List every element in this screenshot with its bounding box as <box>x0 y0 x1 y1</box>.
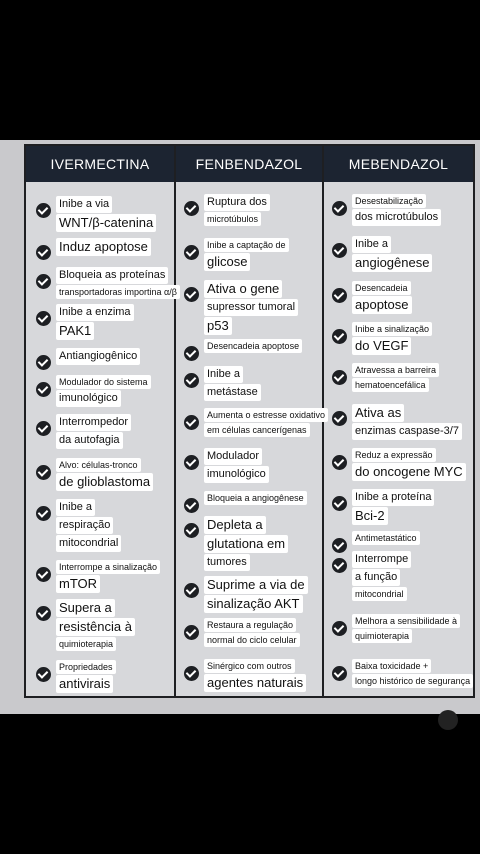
list-item <box>184 408 328 438</box>
check-circle-icon <box>184 666 199 681</box>
item-text <box>56 458 153 492</box>
item-text <box>352 236 432 273</box>
item-text-line: agentes naturais <box>204 674 306 692</box>
item-text-line: Propriedades <box>56 660 116 674</box>
item-text-line: Aumenta o estresse oxidativo <box>204 408 328 422</box>
list-item <box>36 599 135 652</box>
item-text-line: Inibe a captação de <box>204 238 289 252</box>
item-text-line: a função <box>352 569 400 586</box>
check-circle-icon <box>36 667 51 682</box>
check-circle-icon <box>36 203 51 218</box>
item-text <box>204 366 261 402</box>
item-text <box>352 363 439 393</box>
item-text-line: Ruptura dos <box>204 194 270 211</box>
item-text <box>204 659 306 693</box>
check-circle-icon <box>36 567 51 582</box>
list-item <box>36 414 131 450</box>
item-text <box>352 322 432 356</box>
item-text-line: Modulador <box>204 448 262 465</box>
item-text-line: Melhora a sensibilidade à <box>352 614 460 628</box>
item-text-line: Supera a <box>56 599 115 617</box>
check-circle-icon <box>184 415 199 430</box>
item-text-line: Inibe a via <box>56 196 112 213</box>
item-text-line: sinalização AKT <box>204 595 303 613</box>
check-circle-icon <box>332 243 347 258</box>
check-circle-icon <box>36 355 51 370</box>
list-item <box>332 281 412 315</box>
list-item <box>332 194 441 227</box>
item-text-line: p53 <box>204 317 232 335</box>
check-circle-icon <box>332 496 347 511</box>
item-text-line: enzimas caspase-3/7 <box>352 423 462 440</box>
item-text-line: Ativa as <box>352 404 404 422</box>
item-text-line: normal do ciclo celular <box>204 633 300 647</box>
item-text <box>204 339 302 354</box>
item-text-line: respiração <box>56 517 113 534</box>
item-text-line: Sinérgico com outros <box>204 659 295 673</box>
item-text-line: Interrompedor <box>56 414 131 431</box>
item-text-line: Bci-2 <box>352 507 388 525</box>
item-text-line: Atravessa a barreira <box>352 363 439 377</box>
item-text <box>56 348 140 366</box>
check-circle-icon <box>36 421 51 436</box>
item-text-line: Interrompe <box>352 551 411 568</box>
list-item <box>184 194 270 227</box>
item-text-line: Antiangiogênico <box>56 348 140 365</box>
item-text <box>352 489 434 526</box>
item-text-line: Desencadeia apoptose <box>204 339 302 353</box>
check-circle-icon <box>184 583 199 598</box>
comparison-table <box>24 144 475 698</box>
item-text <box>56 660 116 694</box>
check-circle-icon <box>184 523 199 538</box>
check-circle-icon <box>332 621 347 636</box>
check-circle-icon <box>184 498 199 513</box>
list-item <box>332 448 466 482</box>
item-text-line: Inibe a enzima <box>56 304 134 321</box>
item-text-line: dos microtúbulos <box>352 209 441 226</box>
list-item <box>332 322 432 356</box>
check-circle-icon <box>36 311 51 326</box>
list-item <box>184 491 307 513</box>
item-text-line: Inibe a <box>56 499 95 516</box>
item-text-line: Bloqueia a angiogênese <box>204 491 307 505</box>
item-text <box>352 531 420 546</box>
check-circle-icon <box>332 329 347 344</box>
check-circle-icon <box>36 382 51 397</box>
check-circle-icon <box>36 245 51 260</box>
check-circle-icon <box>184 625 199 640</box>
list-item <box>36 560 160 594</box>
item-text-line: da autofagia <box>56 432 123 449</box>
list-item <box>332 531 420 553</box>
item-text-line: Inibe a <box>352 236 391 253</box>
item-text <box>204 618 300 648</box>
item-text-line: Interrompe a sinalização <box>56 560 160 574</box>
item-text-line: quimioterapia <box>56 637 116 651</box>
item-text-line: do oncogene MYC <box>352 463 466 481</box>
item-text-line: Depleta a <box>204 516 266 534</box>
item-text-line: Antimetastático <box>352 531 420 545</box>
list-item <box>332 236 432 273</box>
item-text-line: Bloqueia as proteínas <box>56 267 168 284</box>
header-fenbendazol: FENBENDAZOL <box>176 146 322 182</box>
list-item <box>36 238 151 260</box>
column-divider <box>174 146 176 696</box>
item-text <box>204 408 328 438</box>
item-text <box>56 196 156 233</box>
check-circle-icon <box>184 373 199 388</box>
item-text-line: em células cancerígenas <box>204 423 310 437</box>
item-text-line: resistência à <box>56 618 135 636</box>
item-text-line: Restaura a regulação <box>204 618 296 632</box>
item-text <box>56 599 135 652</box>
item-text-line: transportadoras importina α/β <box>56 285 180 299</box>
item-text <box>352 281 412 315</box>
item-text <box>204 491 307 506</box>
item-text-line: Baixa toxicidade + <box>352 659 431 673</box>
item-text-line: microtúbulos <box>204 212 261 226</box>
item-text <box>204 194 270 227</box>
item-text <box>56 499 121 553</box>
comparison-card <box>0 140 480 714</box>
item-text-line: Desencadeia <box>352 281 411 295</box>
check-circle-icon <box>184 287 199 302</box>
list-item <box>184 448 269 484</box>
item-text <box>204 448 269 484</box>
item-text <box>352 659 473 689</box>
item-text-line: mitocondrial <box>352 587 407 601</box>
check-circle-icon <box>332 411 347 426</box>
item-text <box>352 448 466 482</box>
check-circle-icon <box>332 558 347 573</box>
item-text-line: Inibe a <box>204 366 243 383</box>
item-text-line: mTOR <box>56 575 100 593</box>
item-text-line: quimioterapia <box>352 629 412 643</box>
overlay-button[interactable] <box>438 710 458 730</box>
item-text-line: tumores <box>204 554 250 571</box>
item-text-line: Suprime a via de <box>204 576 308 594</box>
item-text-line: PAK1 <box>56 322 94 340</box>
item-text <box>352 404 462 441</box>
list-item <box>184 238 289 272</box>
item-text-line: longo histórico de segurança <box>352 674 473 688</box>
item-text <box>56 560 160 594</box>
list-item <box>36 304 134 341</box>
item-text-line: Inibe a proteína <box>352 489 434 506</box>
item-text-line: Ativa o gene <box>204 280 282 298</box>
list-item <box>36 458 153 492</box>
check-circle-icon <box>36 506 51 521</box>
item-text-line: mitocondrial <box>56 535 121 552</box>
list-item <box>36 499 121 553</box>
item-text-line: glutationa em <box>204 535 288 553</box>
item-text <box>352 551 411 602</box>
item-text <box>204 280 298 336</box>
list-item <box>36 196 156 233</box>
item-text-line: imunológico <box>56 390 121 407</box>
item-text-line: antivirais <box>56 675 113 693</box>
check-circle-icon <box>184 455 199 470</box>
item-text-line: apoptose <box>352 296 412 314</box>
list-item <box>184 516 288 572</box>
item-text <box>56 375 151 408</box>
check-circle-icon <box>184 346 199 361</box>
check-circle-icon <box>36 606 51 621</box>
item-text-line: do VEGF <box>352 337 411 355</box>
item-text-line: imunológico <box>204 466 269 483</box>
check-circle-icon <box>36 274 51 289</box>
item-text <box>204 516 288 572</box>
item-text-line: hematoencefálica <box>352 378 429 392</box>
list-item <box>332 551 411 602</box>
item-text <box>56 304 134 341</box>
header-ivermectina: IVERMECTINA <box>26 146 174 182</box>
item-text-line: Alvo: células-tronco <box>56 458 141 472</box>
item-text <box>56 238 151 257</box>
item-text-line: glicose <box>204 253 250 271</box>
item-text-line: supressor tumoral <box>204 299 298 316</box>
item-text <box>204 576 308 614</box>
list-item <box>36 375 151 408</box>
check-circle-icon <box>332 201 347 216</box>
list-item <box>332 614 460 644</box>
list-item <box>332 363 439 393</box>
item-text-line: WNT/β-catenina <box>56 214 156 232</box>
check-circle-icon <box>184 245 199 260</box>
item-text-line: Desestabilização <box>352 194 426 208</box>
list-item <box>184 618 300 648</box>
check-circle-icon <box>332 666 347 681</box>
item-text <box>352 194 441 227</box>
check-circle-icon <box>332 370 347 385</box>
item-text-line: Reduz a expressão <box>352 448 436 462</box>
check-circle-icon <box>332 455 347 470</box>
list-item <box>184 576 308 614</box>
item-text-line: Induz apoptose <box>56 238 151 256</box>
list-item <box>184 339 302 361</box>
item-text-line: Inibe a sinalização <box>352 322 432 336</box>
item-text-line: angiogênese <box>352 254 432 272</box>
check-circle-icon <box>332 288 347 303</box>
list-item <box>184 659 306 693</box>
check-circle-icon <box>184 201 199 216</box>
check-circle-icon <box>36 465 51 480</box>
item-text-line: Modulador do sistema <box>56 375 151 389</box>
list-item <box>332 404 462 441</box>
header-mebendazol: MEBENDAZOL <box>324 146 473 182</box>
item-text <box>204 238 289 272</box>
list-item <box>36 348 140 370</box>
list-item <box>332 489 434 526</box>
list-item <box>36 267 180 300</box>
list-item <box>36 660 116 694</box>
list-item <box>332 659 473 689</box>
item-text-line: metástase <box>204 384 261 401</box>
item-text <box>56 267 180 300</box>
list-item <box>184 280 298 336</box>
item-text-line: de glioblastoma <box>56 473 153 491</box>
list-item <box>184 366 261 402</box>
item-text <box>352 614 460 644</box>
item-text <box>56 414 131 450</box>
